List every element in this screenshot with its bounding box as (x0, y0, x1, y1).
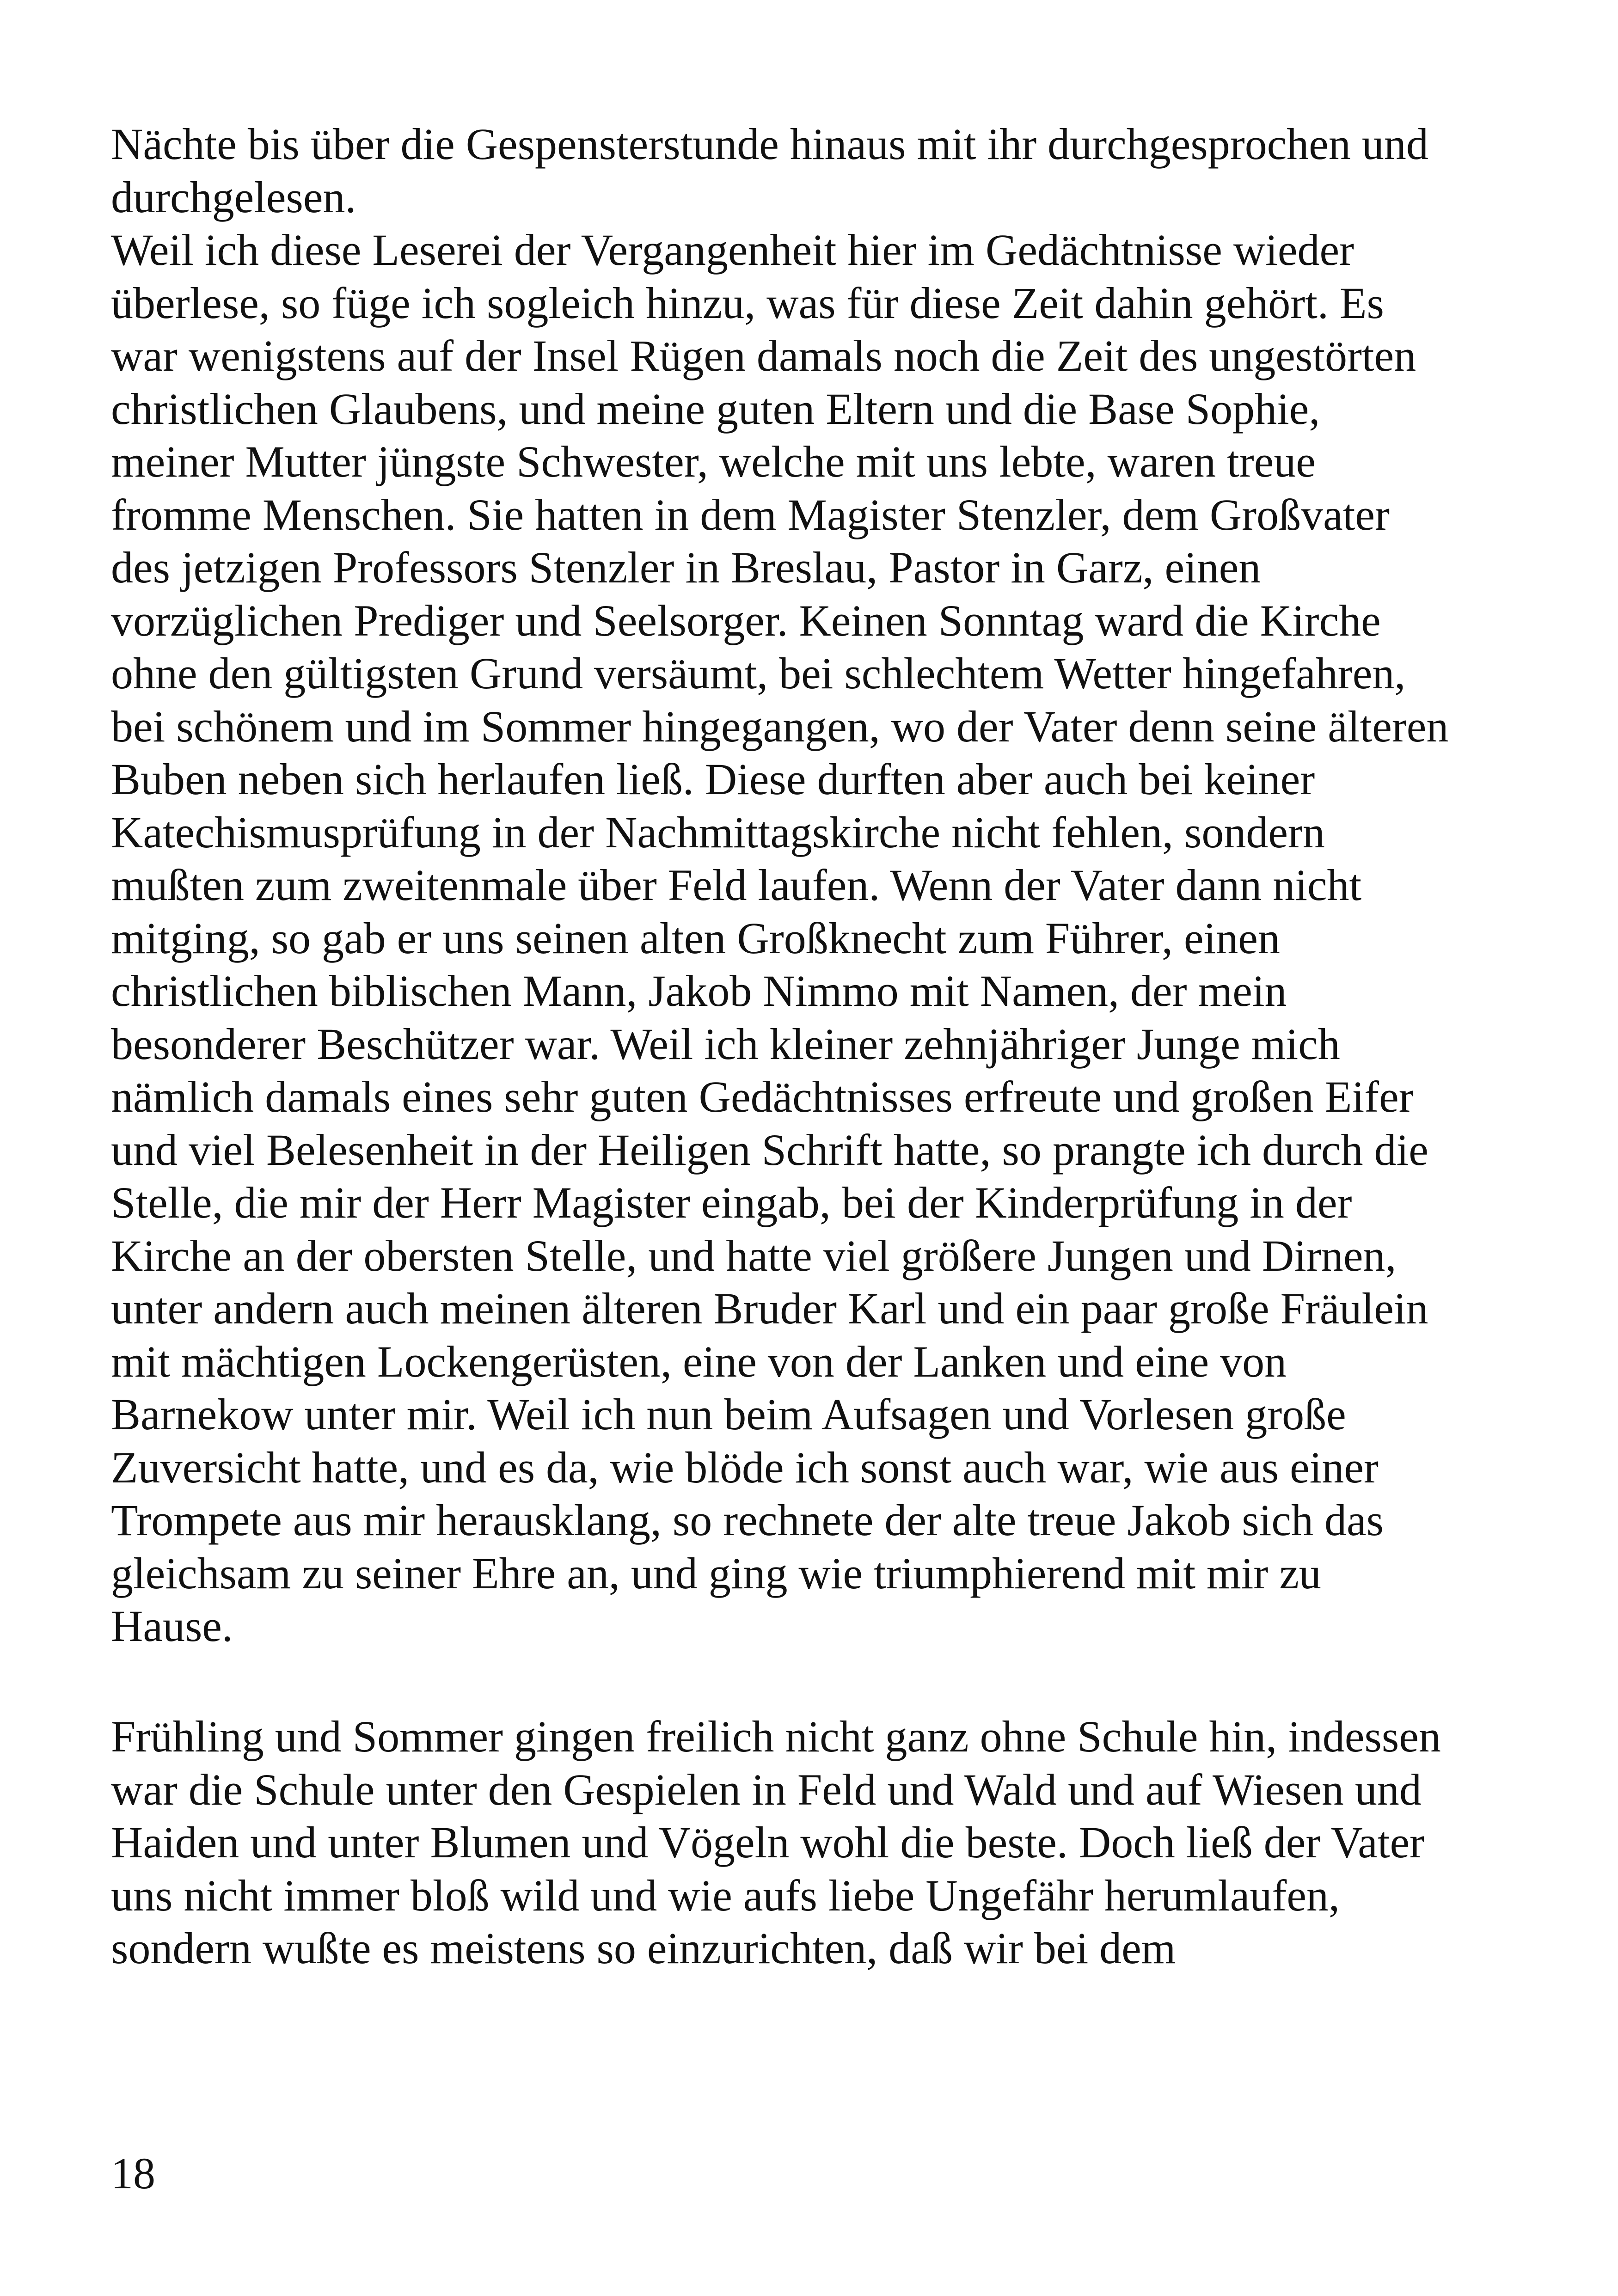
page-number: 18 (111, 2149, 155, 2198)
text-line: besonderer Beschützer war. Weil ich kleiner zehnjähriger Junge mich (111, 1019, 1340, 1069)
text-line: Katechismusprüfung in der Nachmittagskirche nicht fehlen, sondern (111, 807, 1325, 857)
text-line: meiner Mutter jüngste Schwester, welche mit uns lebte, waren treue (111, 437, 1316, 486)
text-line: Stelle, die mir der Herr Magister eingab, bei der Kinderprüfung in der (111, 1178, 1352, 1227)
text-line: mit mächtigen Lockengerüsten, eine von der Lanken und eine von (111, 1336, 1287, 1386)
text-line: Barnekow unter mir. Weil ich nun beim Aufsagen und Vorlesen große (111, 1390, 1346, 1439)
paragraph-1 (111, 118, 1526, 1653)
text-line: mußten zum zweitenmale über Feld laufen. Wenn der Vater dann nicht (111, 860, 1362, 910)
text-line: war wenigstens auf der Insel Rügen damals noch die Zeit des ungestörten (111, 331, 1416, 380)
text-line: Buben neben sich herlaufen ließ. Diese durften aber auch bei keiner (111, 754, 1315, 804)
paragraph-2 (111, 1710, 1526, 1975)
text-line: Hause. (111, 1601, 233, 1651)
text-line: Frühling und Sommer gingen freilich nicht ganz ohne Schule hin, indessen (111, 1712, 1441, 1761)
text-line: sondern wußte es meistens so einzurichten, daß wir bei dem (111, 1923, 1176, 1973)
text-line: war die Schule unter den Gespielen in Feld und Wald und auf Wiesen und (111, 1764, 1422, 1814)
text-line: mitging, so gab er uns seinen alten Großknecht zum Führer, einen (111, 913, 1280, 963)
text-line: christlichen Glaubens, und meine guten Eltern und die Base Sophie, (111, 384, 1320, 434)
text-line: Zuversicht hatte, und es da, wie blöde ich sonst auch war, wie aus einer (111, 1442, 1379, 1492)
text-line: Trompete aus mir herausklang, so rechnete der alte treue Jakob sich das (111, 1495, 1384, 1545)
text-line: durchgelesen. (111, 172, 356, 222)
text-line: bei schönem und im Sommer hingegangen, wo der Vater denn seine älteren (111, 701, 1449, 751)
text-line: fromme Menschen. Sie hatten in dem Magister Stenzler, dem Großvater (111, 490, 1390, 539)
text-line: Haiden und unter Blumen und Vögeln wohl die beste. Doch ließ der Vater (111, 1818, 1425, 1867)
text-line: des jetzigen Professors Stenzler in Breslau, Pastor in Garz, einen (111, 543, 1261, 592)
text-line: Weil ich diese Leserei der Vergangenheit hier im Gedächtnisse wieder (111, 225, 1354, 275)
text-line: ohne den gültigsten Grund versäumt, bei schlechtem Wetter hingefahren, (111, 649, 1406, 698)
text-line: christlichen biblischen Mann, Jakob Nimmo mit Namen, der mein (111, 966, 1287, 1016)
text-line: Kirche an der obersten Stelle, und hatte viel größere Jungen und Dirnen, (111, 1231, 1397, 1280)
text-line: überlese, so füge ich sogleich hinzu, was für diese Zeit dahin gehört. Es (111, 278, 1384, 328)
text-line: und viel Belesenheit in der Heiligen Schrift hatte, so prangte ich durch die (111, 1125, 1428, 1175)
text-line: unter andern auch meinen älteren Bruder Karl und ein paar große Fräulein (111, 1284, 1428, 1333)
text-line: gleichsam zu seiner Ehre an, und ging wie triumphierend mit mir zu (111, 1548, 1321, 1598)
text-line: uns nicht immer bloß wild und wie aufs liebe Ungefähr herumlaufen, (111, 1870, 1340, 1920)
text-line: Nächte bis über die Gespensterstunde hinaus mit ihr durchgesprochen und (111, 119, 1428, 169)
text-line: vorzüglichen Prediger und Seelsorger. Keinen Sonntag ward die Kirche (111, 595, 1381, 645)
text-line: nämlich damals eines sehr guten Gedächtnisses erfreute und großen Eifer (111, 1072, 1414, 1121)
